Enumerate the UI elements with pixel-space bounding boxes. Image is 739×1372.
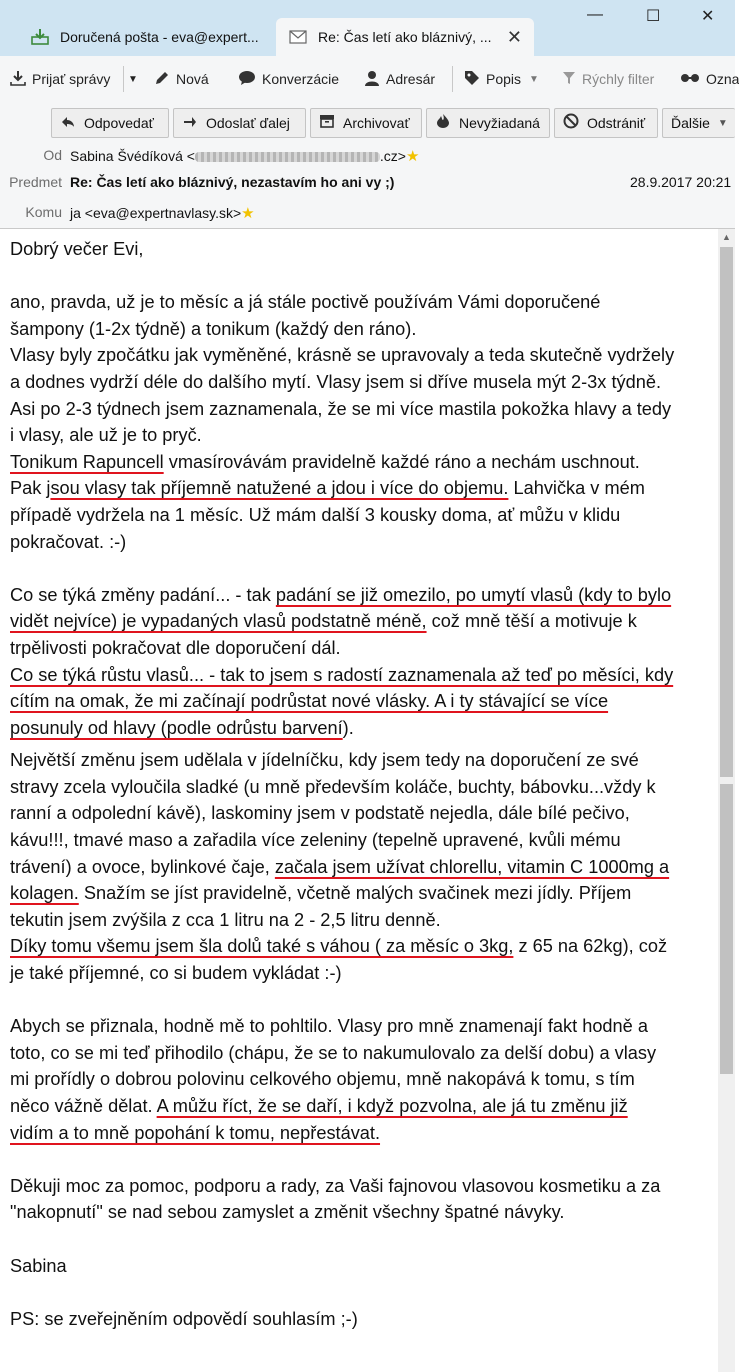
subject-label: Predmet: [9, 174, 62, 190]
tags-button[interactable]: Popis ▼: [464, 68, 539, 90]
filter-icon: [562, 71, 576, 88]
body-line: Vlasy byly zpočátku jak vyměněné, krásně se upravovaly a teda skutečně vydržely: [10, 345, 675, 366]
highlight: kolagen.: [10, 883, 79, 904]
no-entry-icon: [563, 113, 579, 133]
tab-close-icon[interactable]: ✕: [506, 27, 522, 47]
subject-value: Re: Čas letí ako bláznivý, nezastavím ho ani vy ;): [70, 174, 395, 190]
body-line: trávení) a ovoce, bylinkové čaje, začala jsem užívat chlorellu, vitamin C 1000mg a: [10, 856, 670, 877]
body-line: i vlasy, ale už je to pryč.: [10, 425, 202, 446]
body-line: [10, 662, 712, 689]
body-line: je také příjemné, co si budem vykládat :-): [10, 963, 342, 984]
get-messages-dropdown-icon[interactable]: ▼: [128, 73, 138, 85]
tab-message[interactable]: [276, 18, 534, 56]
date-value: 28.9.2017 20:21: [630, 174, 732, 190]
body-line: něco vážně dělat. A můžu říct, že se daří, i když pozvolna, ale já tu změnu již: [10, 1096, 628, 1116]
body-line: Tonikum Rapuncell vmasírovávám pravidelně každé ráno a nechám uschnout.: [10, 451, 640, 472]
body-line: pokračovat. :-): [10, 531, 127, 552]
body-line: ano, pravda, už je to měsíc a já stále poctivě používám Vámi doporučené: [10, 292, 601, 313]
forward-button[interactable]: Odoslať ďalej: [173, 108, 306, 138]
scrollbar-thumb[interactable]: [720, 247, 733, 777]
body-line: tekutin jsem zvýšila z cca 1 litru na 2 - 2,5 litru denně.: [10, 909, 441, 930]
maximize-button[interactable]: ☐: [646, 8, 661, 25]
highlight: padání se již omezilo, po umytí vlasů (kdy to bylo: [275, 584, 672, 605]
minimize-button[interactable]: —: [587, 6, 603, 23]
body-line: případě vydržela na 1 měsíc. Už mám další 3 kousky doma, ať můžu v klidu: [10, 504, 621, 525]
body-line: Největší změnu jsem udělala v jídelníčku, kdy jsem tedy na doporučení ze své: [10, 750, 639, 771]
delete-button[interactable]: Odstrániť: [554, 108, 658, 138]
body-line: vidět nejvíce) je vypadaných vlasů podstatně méně, což mně těší a motivuje k: [10, 611, 637, 632]
body-line: kolagen. Snažím se jíst pravidelně, včetně malých svačinek mezi jídly. Příjem: [10, 883, 632, 904]
scroll-up-icon[interactable]: ▲: [722, 232, 731, 242]
body-line: Abych se přiznala, hodně mě to pohltilo. Vlasy pro mně znamenají fakt hodně a: [10, 1016, 648, 1037]
from-label: Od: [43, 147, 62, 163]
body-line: mi prořídly o dobrou polovinu celkového objemu, mně nakopává k tomu, s tím: [10, 1069, 635, 1090]
body-line: posunuly od hlavy (podle odrůstu barvení).: [10, 717, 354, 738]
redacted-email: [195, 152, 380, 162]
tags-dropdown-icon: ▼: [529, 73, 539, 85]
chat-bubble-icon: [238, 70, 256, 89]
reply-arrow-icon: [60, 115, 76, 132]
body-line: "nakopnutí" se nad sebou zamyslet a změnit všechny špatné návyky.: [10, 1202, 565, 1223]
highlight: posunuly od hlavy (podle odrůstu barvení: [10, 717, 343, 738]
star-icon[interactable]: ★: [406, 148, 420, 165]
chat-button[interactable]: Konverzácie: [238, 68, 339, 90]
other-dropdown-icon: ▼: [717, 117, 728, 129]
highlight: vidím a to mně popohání k tomu, nepřestávat.: [10, 1122, 381, 1143]
quick-filter-button[interactable]: Rýchly filter: [562, 68, 654, 90]
envelope-icon: [288, 28, 308, 46]
body-line: Asi po 2-3 týdnech jsem zaznamenala, že se mi více mastila pokožka hlavy a tedy: [10, 398, 672, 419]
tab-inbox-label: Doručená pošta - eva@expert...: [60, 29, 259, 45]
to-label: Komu: [25, 204, 62, 220]
highlight: začala jsem užívat chlorellu, vitamin C 1000mg a: [274, 856, 670, 877]
more-button[interactable]: Ozna: [680, 68, 739, 90]
body-line: toto, co se mi teď přihodilo (chápu, že se to nakumulovalo za delší dobu) a vlasy: [10, 1042, 657, 1063]
highlight: Díky tomu všemu jsem šla dolů také s váhou ( za měsíc o 3kg,: [10, 936, 514, 957]
body-line: stravy zcela vyloučila sladké (u mně především koláče, buchty, bábovku...vždy k: [10, 776, 656, 797]
junk-button[interactable]: Nevyžiadaná: [426, 108, 550, 138]
body-line: Co se týká změny padání... - tak padání se již omezilo, po umytí vlasů (kdy to bylo: [10, 584, 672, 605]
from-value[interactable]: Sabina Švédíková < .cz>★: [70, 148, 420, 165]
postscript: PS: se zveřejněním odpovědí souhlasím ;-): [10, 1308, 358, 1329]
message-body: [10, 236, 712, 1332]
flame-icon: [435, 113, 451, 133]
tag-icon: [464, 70, 480, 89]
glasses-icon: [680, 71, 700, 87]
other-actions-button[interactable]: Ďalšie ▼: [662, 108, 735, 138]
highlight: A můžu říct, že se daří, i když pozvolna, ale já tu změnu již: [156, 1096, 628, 1116]
title-bar: [0, 0, 735, 56]
forward-arrow-icon: [182, 115, 198, 132]
get-messages-button[interactable]: Prijať správy: [10, 68, 110, 90]
body-line: ranní a odpolední kávě), laskominy jsem v podstatě nejedla, dále bílé pečivo,: [10, 803, 630, 824]
body-line: šampony (1-2x týdně) a tonikum (každý den ráno).: [10, 318, 417, 339]
archive-box-icon: [319, 114, 335, 132]
message-header: [0, 102, 735, 229]
new-message-button[interactable]: Nová: [154, 68, 209, 90]
vertical-scrollbar[interactable]: [718, 229, 735, 1372]
scrollbar-thumb[interactable]: [720, 784, 733, 1074]
person-icon: [364, 70, 380, 89]
archive-button[interactable]: Archivovať: [310, 108, 422, 138]
tab-message-label: Re: Čas letí ako bláznivý, ...: [318, 29, 492, 45]
body-line: kávu!!!, tmavé maso a zařadila více zeleniny (tepelně upravené, kvůli mému: [10, 830, 621, 851]
highlight: Co se týká růstu vlasů... - tak to jsem s radostí zaznamenala až teď po měsíci, kdy: [10, 664, 674, 685]
body-line: trpělivosti pokračovat dle doporučení dál.: [10, 637, 341, 658]
highlight: sou vlasy tak příjemně natužené a jdou i více do objemu.: [50, 478, 509, 499]
pencil-icon: [154, 70, 170, 89]
star-icon[interactable]: ★: [241, 205, 255, 222]
highlight: cítím na omak, že mi začínají podrůstat nové vlásky. A i ty stávající se více: [10, 691, 609, 712]
main-toolbar: [0, 56, 739, 103]
signature: Sabina: [10, 1255, 67, 1276]
address-book-button[interactable]: Adresár: [364, 68, 435, 90]
greeting: Dobrý večer Evi,: [10, 239, 144, 259]
inbox-download-icon: [30, 28, 50, 46]
highlight: Tonikum Rapuncell: [10, 451, 164, 472]
body-line: [10, 688, 712, 715]
body-line: Pak jsou vlasy tak příjemně natužené a jdou i více do objemu. Lahvička v mém: [10, 478, 645, 499]
body-line: Děkuji moc za pomoc, podporu a rady, za Vaši fajnovou vlasovou kosmetiku a za: [10, 1175, 661, 1196]
to-value[interactable]: ja <eva@expertnavlasy.sk>★: [70, 205, 255, 222]
close-window-button[interactable]: ✕: [701, 8, 715, 25]
download-icon: [10, 70, 26, 89]
body-line: a dodnes vydrží déle do dalšího mytí. Vlasy jsem si dříve musela mýt 2-3x týdně.: [10, 371, 661, 392]
reply-button[interactable]: Odpovedať: [51, 108, 169, 138]
body-line: Díky tomu všemu jsem šla dolů také s váhou ( za měsíc o 3kg, z 65 na 62kg), což: [10, 936, 668, 957]
tab-inbox[interactable]: [18, 18, 270, 56]
body-line: [10, 1120, 712, 1147]
highlight: vidět nejvíce) je vypadaných vlasů podstatně méně,: [10, 611, 427, 632]
